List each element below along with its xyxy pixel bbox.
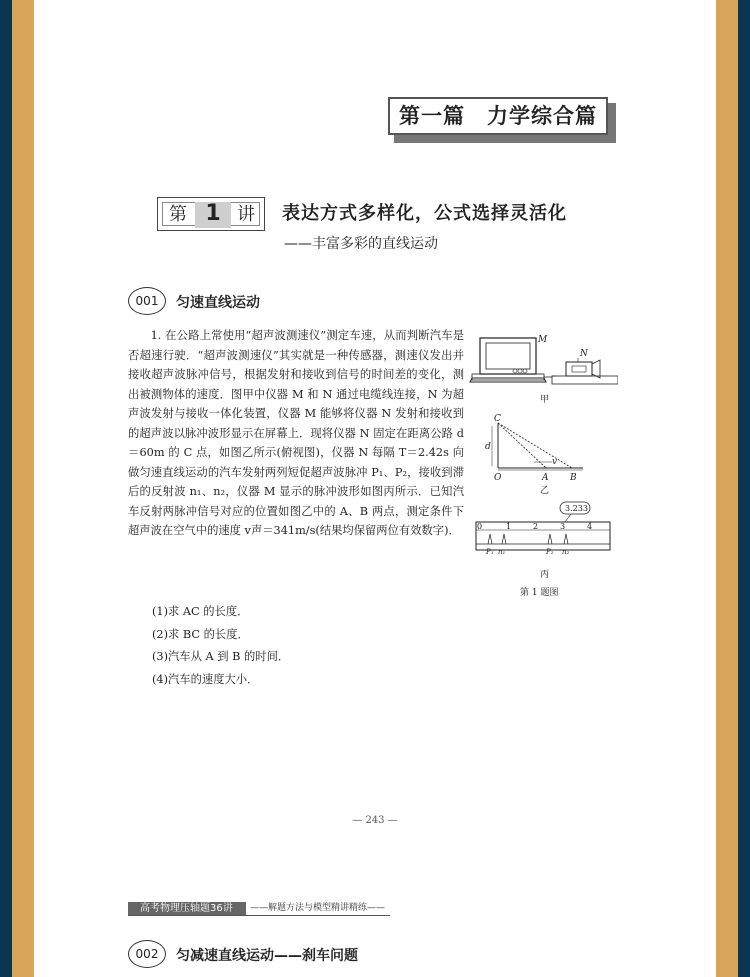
right-border bbox=[716, 0, 738, 977]
lecture-jiang: 讲 bbox=[237, 204, 255, 225]
footer-tagline: ——解题方法与模型精讲精练—— bbox=[250, 903, 386, 913]
sub-question-3: (3)汽车从 A 到 B 的时间． bbox=[152, 650, 290, 663]
label-v: v bbox=[552, 457, 558, 467]
section-title-002: 匀减速直线运动——刹车问题 bbox=[176, 948, 358, 964]
footer-series: 高考物理压轴题36讲 bbox=[128, 902, 246, 915]
lecture-number: 1 bbox=[195, 202, 231, 228]
sub-question-1: (1)求 AC 的长度． bbox=[152, 605, 249, 618]
section-badge-001: 001 bbox=[128, 285, 166, 315]
label-jia: 甲 bbox=[540, 395, 550, 405]
figure-bing bbox=[476, 502, 610, 598]
label-A: A bbox=[542, 473, 549, 483]
chapter-title: 表达方式多样化，公式选择灵活化 bbox=[282, 203, 567, 224]
part-banner-text: 第一篇 力学综合篇 bbox=[388, 97, 608, 135]
label-C: C bbox=[494, 414, 501, 424]
question-body bbox=[128, 326, 464, 541]
part-banner bbox=[388, 97, 616, 143]
tick-3: 3 bbox=[560, 522, 566, 531]
section-badge-002: 002 bbox=[128, 938, 166, 968]
tick-1: 1 bbox=[506, 522, 512, 531]
label-O: O bbox=[494, 473, 502, 483]
label-bing: 丙 bbox=[540, 570, 550, 580]
tick-0: 0 bbox=[477, 522, 483, 531]
question-paragraph: 1. 在公路上常使用“超声波测速仪”测定车速，从而判断汽车是否超速行驶．“超声波测速仪”其实就是一种传感器，测速仪发出并接收超声波脉冲信号，根据发射和接收到信号的时间差的变化，测出被测物体的速度．图甲中仪器 M 和 N 通过电缆线连接，N 为超声波发射与接收一体化装置，仪器 M 能够将仪器 N 发射和接收到的超声波以脉冲波形显示在屏幕上．现将仪器 N 固定在距离公路 d＝60m 的 C 点，如图乙所示(俯视图)，仪器 N 每隔 T＝2.42s 向做匀速直线运动的汽车发射两列短促超声波脉冲 P₁、P₂，接收到滞后的反射波 n₁、n₂，仪器 M 显示的脉冲波形如图丙所示．已知汽车反射两脉冲信号对应的位置如图乙中的 A、B 两点，测定条件下超声波在空气中的速度 v声＝341m/s(结果均保留两位有效数字)． bbox=[128, 329, 464, 537]
pulse-P2: P₂ bbox=[546, 548, 554, 556]
lecture-label bbox=[157, 197, 265, 231]
pulse-P1: P₁ bbox=[486, 548, 494, 556]
lecture-di: 第 bbox=[169, 204, 187, 225]
figure-jia bbox=[470, 335, 618, 405]
label-B: B bbox=[570, 473, 577, 483]
figure-caption: 第 1 题图 bbox=[520, 588, 559, 598]
section-title-001: 匀速直线运动 bbox=[176, 295, 260, 311]
chapter-subtitle: ——丰富多彩的直线运动 bbox=[284, 236, 438, 252]
tick-4: 4 bbox=[587, 522, 593, 531]
sub-question-2: (2)求 BC 的长度． bbox=[152, 628, 249, 641]
label-d: d bbox=[485, 442, 491, 452]
figure-yi bbox=[485, 414, 583, 496]
footer-running-head bbox=[128, 902, 390, 916]
left-border bbox=[12, 0, 34, 977]
label-yi: 乙 bbox=[540, 486, 550, 496]
label-M: M bbox=[538, 335, 548, 345]
page-number: — 243 — bbox=[352, 815, 398, 826]
pulse-n1: n₁ bbox=[498, 548, 506, 556]
question-figure bbox=[468, 330, 618, 605]
tick-2: 2 bbox=[533, 522, 539, 531]
reading-value: 3.233 bbox=[565, 504, 588, 513]
sub-question-4: (4)汽车的速度大小． bbox=[152, 673, 259, 686]
label-N: N bbox=[580, 349, 588, 359]
pulse-n2: n₂ bbox=[562, 548, 570, 556]
